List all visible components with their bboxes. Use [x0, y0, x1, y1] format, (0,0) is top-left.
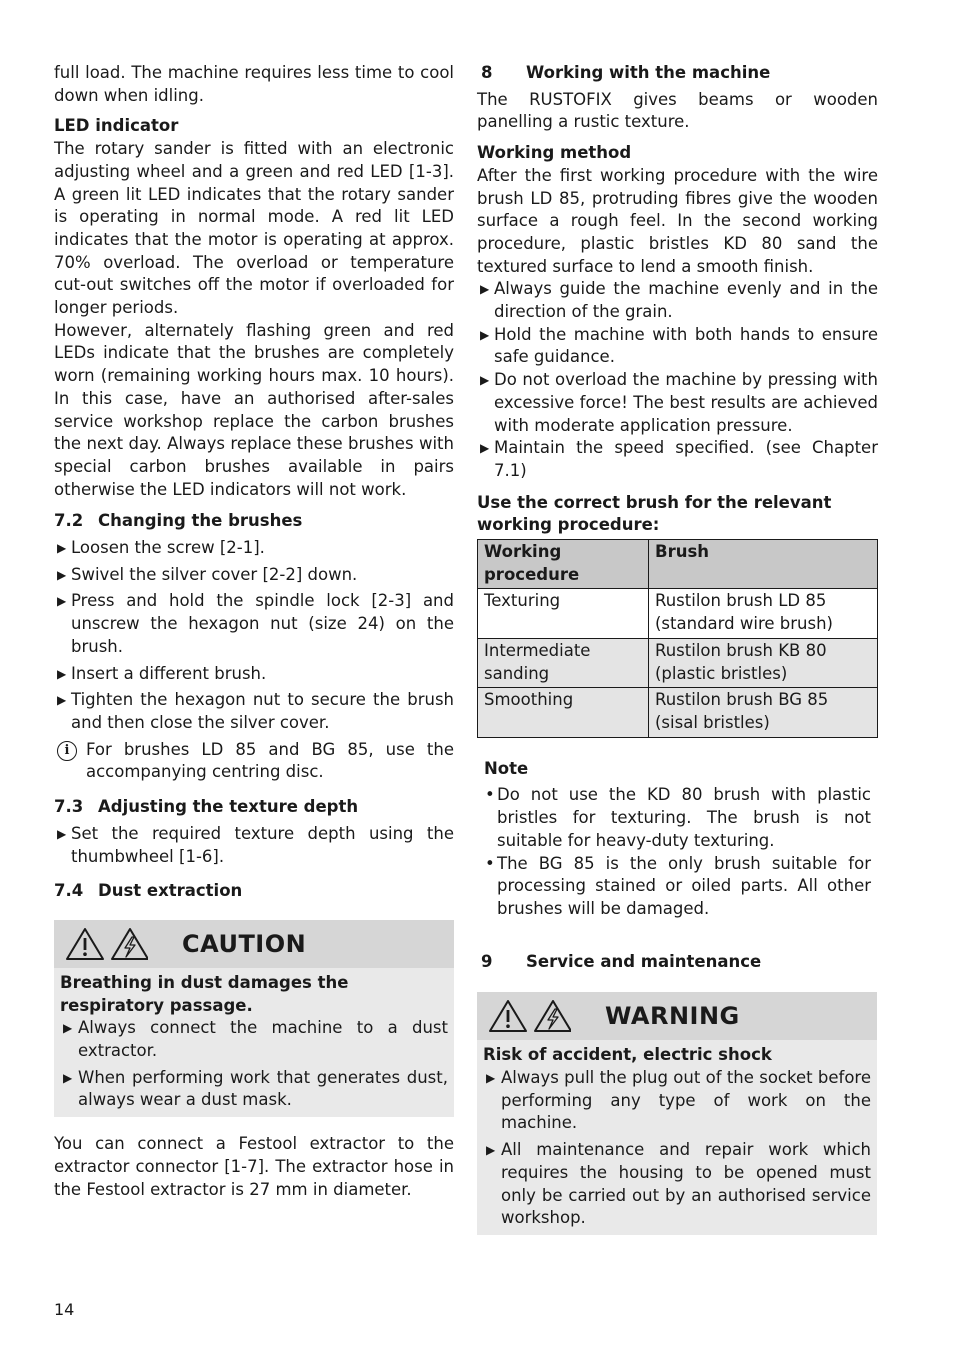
arrow-icon: ▶	[486, 1071, 496, 1086]
caution-box	[54, 920, 454, 1117]
warning-box	[477, 992, 877, 1235]
section-title: Changing the brushes	[98, 511, 303, 531]
arrow-icon: ▶	[63, 1070, 73, 1085]
electric-hazard-icon	[535, 1001, 571, 1031]
warning-triangle-icon	[490, 1001, 526, 1031]
bullet-dot-icon: •	[485, 785, 495, 805]
extractor-paragraph: You can connect a Festool extractor to the extractor connector [1-7]. The extractor hose in the Festool extractor is 27 mm in diameter.	[54, 1134, 454, 1199]
section-number: 7.3	[54, 797, 84, 817]
working-method-list	[477, 278, 878, 482]
electric-hazard-icon	[112, 929, 148, 959]
arrow-icon: ▶	[57, 666, 67, 681]
list-item: ▶ Set the required texture depth using the thumbwheel [1-6].	[57, 823, 454, 866]
list-item: ▶ Swivel the silver cover [2-2] down.	[54, 564, 454, 587]
list-item: • Do not use the KD 80 brush with plastic bristles for texturing. The brush is not suitable for heavy-duty texturing.	[485, 785, 871, 850]
arrow-icon: ▶	[57, 594, 67, 609]
arrow-icon: ▶	[57, 567, 67, 582]
warning-triangle-icons	[489, 999, 571, 1033]
right-column	[477, 62, 878, 1235]
section-8-intro: The RUSTOFIX gives beams or wooden panelling a rustic texture.	[477, 89, 878, 132]
led-heading: LED indicator	[54, 116, 179, 136]
list-item: ▶ Do not overload the machine by pressing with excessive force! The best results are achieved with moderate application pressure.	[480, 370, 878, 435]
note-heading: Note	[484, 758, 529, 778]
table-cell: Rustilon brush BG 85 (sisal bristles)	[649, 688, 878, 737]
bullet-dot-icon: •	[485, 853, 495, 873]
list-item: ▶ Loosen the screw [2-1].	[54, 537, 454, 560]
section-title: Working with the machine	[526, 63, 771, 82]
list-item: ▶ Always guide the machine evenly and in the direction of the grain.	[480, 279, 878, 322]
warning-triangle-icon	[67, 929, 103, 959]
warning-list	[483, 1067, 871, 1230]
left-column	[54, 62, 454, 1201]
caution-header	[54, 920, 454, 968]
caution-list	[60, 1017, 448, 1112]
table-cell: Texturing	[478, 589, 649, 638]
warning-header	[477, 992, 877, 1040]
table-cell: Rustilon brush KB 80 (plastic bristles)	[649, 638, 878, 687]
section-7-2-heading	[54, 510, 454, 533]
warning-triangle-icons	[66, 927, 148, 961]
working-method-heading: Working method	[477, 143, 632, 163]
table-header-row	[478, 540, 878, 589]
info-note: i For brushes LD 85 and BG 85, use the accompanying centring disc.	[54, 739, 454, 784]
info-icon: i	[57, 741, 77, 761]
page-number: 14	[54, 1300, 75, 1319]
list-item: ▶ When performing work that generates dust, always wear a dust mask.	[63, 1067, 448, 1110]
warning-body	[477, 1040, 877, 1235]
section-number: 7.4	[54, 881, 84, 901]
note-list	[484, 784, 871, 920]
section-title: Adjusting the texture depth	[98, 797, 359, 817]
list-item: ▶ Hold the machine with both hands to ensure safe guidance.	[480, 324, 878, 367]
arrow-icon: ▶	[486, 1143, 496, 1158]
caution-subtitle: Breathing in dust damages the respiratory passage.	[60, 972, 349, 1015]
table-row	[478, 589, 878, 638]
section-title: Dust extraction	[98, 881, 243, 901]
brush-change-steps	[54, 537, 454, 735]
brush-table-heading: Use the correct brush for the relevant working procedure:	[477, 492, 832, 535]
section-8-heading	[477, 62, 878, 85]
arrow-icon: ▶	[57, 541, 67, 556]
section-title: Service and maintenance	[526, 951, 762, 971]
arrow-icon: ▶	[57, 693, 67, 708]
list-item: ▶ Always connect the machine to a dust extractor.	[63, 1018, 448, 1061]
list-item: ▶ Tighten the hexagon nut to secure the brush and then close the silver cover.	[57, 690, 454, 732]
caution-body	[54, 968, 454, 1117]
table-row	[478, 688, 878, 737]
table-row	[478, 638, 878, 687]
note-block	[477, 758, 878, 921]
led-paragraph-1: The rotary sander is fitted with an electronic adjusting wheel and a green and red LED [1-3]. A green lit LED indicates that the rotary sander is operating in normal mode. A red lit LED indicates that the motor is operating at approx. 70% overload. The overload or temperature cut-out switches off the motor if overloaded for longer periods.	[54, 139, 454, 318]
list-item: • The BG 85 is the only brush suitable for processing stained or oiled parts. All other brushes will be damaged.	[485, 853, 871, 918]
working-method-paragraph: After the first working procedure with the wire brush LD 85, protruding fibres give the wooden surface a rough feel. In the second working procedure, plastic bristles KD 80 sand the textured surface to lend a smooth finish.	[477, 165, 878, 276]
table-cell: Rustilon brush LD 85 (standard wire brush)	[649, 589, 878, 638]
arrow-icon: ▶	[63, 1021, 73, 1036]
section-7-3-heading	[54, 796, 454, 819]
arrow-icon: ▶	[480, 373, 490, 388]
table-cell: Smoothing	[478, 688, 649, 737]
arrow-icon: ▶	[480, 282, 490, 297]
list-item: ▶ Always pull the plug out of the socket before performing any type of work on the machine.	[486, 1068, 871, 1133]
section-7-4-heading	[54, 880, 454, 903]
led-paragraph-2: However, alternately flashing green and red LEDs indicate that the brushes are completely worn (remaining working hours max. 10 hours). In this case, have an authorised after-sales service workshop replace the carbon brushes the next day. Always replace these brushes with special carbon brushes available in pairs otherwise the LED indicators will not work.	[54, 320, 454, 499]
list-item: ▶ Insert a different brush.	[54, 663, 454, 686]
warning-subtitle: Risk of accident, electric shock	[483, 1045, 772, 1065]
section-number: 8	[481, 63, 493, 82]
list-item: ▶ Maintain the speed specified. (see Chapter 7.1)	[480, 438, 878, 480]
column-header: Working procedure	[478, 540, 649, 589]
section-9-heading	[477, 951, 878, 974]
texture-depth-steps	[54, 823, 454, 868]
column-header: Brush	[649, 540, 878, 589]
list-item: ▶ Press and hold the spindle lock [2-3] and unscrew the hexagon nut (size 24) on the brush.	[57, 591, 454, 656]
arrow-icon: ▶	[480, 441, 490, 456]
warning-title: WARNING	[605, 1002, 740, 1031]
arrow-icon: ▶	[480, 327, 490, 342]
caution-title: CAUTION	[182, 929, 307, 958]
intro-paragraph: full load. The machine requires less time to cool down when idling.	[54, 63, 454, 105]
brush-table	[477, 539, 878, 738]
table-cell: Intermediate sanding	[478, 638, 649, 687]
arrow-icon: ▶	[57, 826, 67, 841]
list-item: ▶ All maintenance and repair work which requires the housing to be opened must only be carried out by an authorised service workshop.	[486, 1140, 871, 1228]
section-number: 9	[481, 951, 493, 971]
section-number: 7.2	[54, 511, 84, 531]
